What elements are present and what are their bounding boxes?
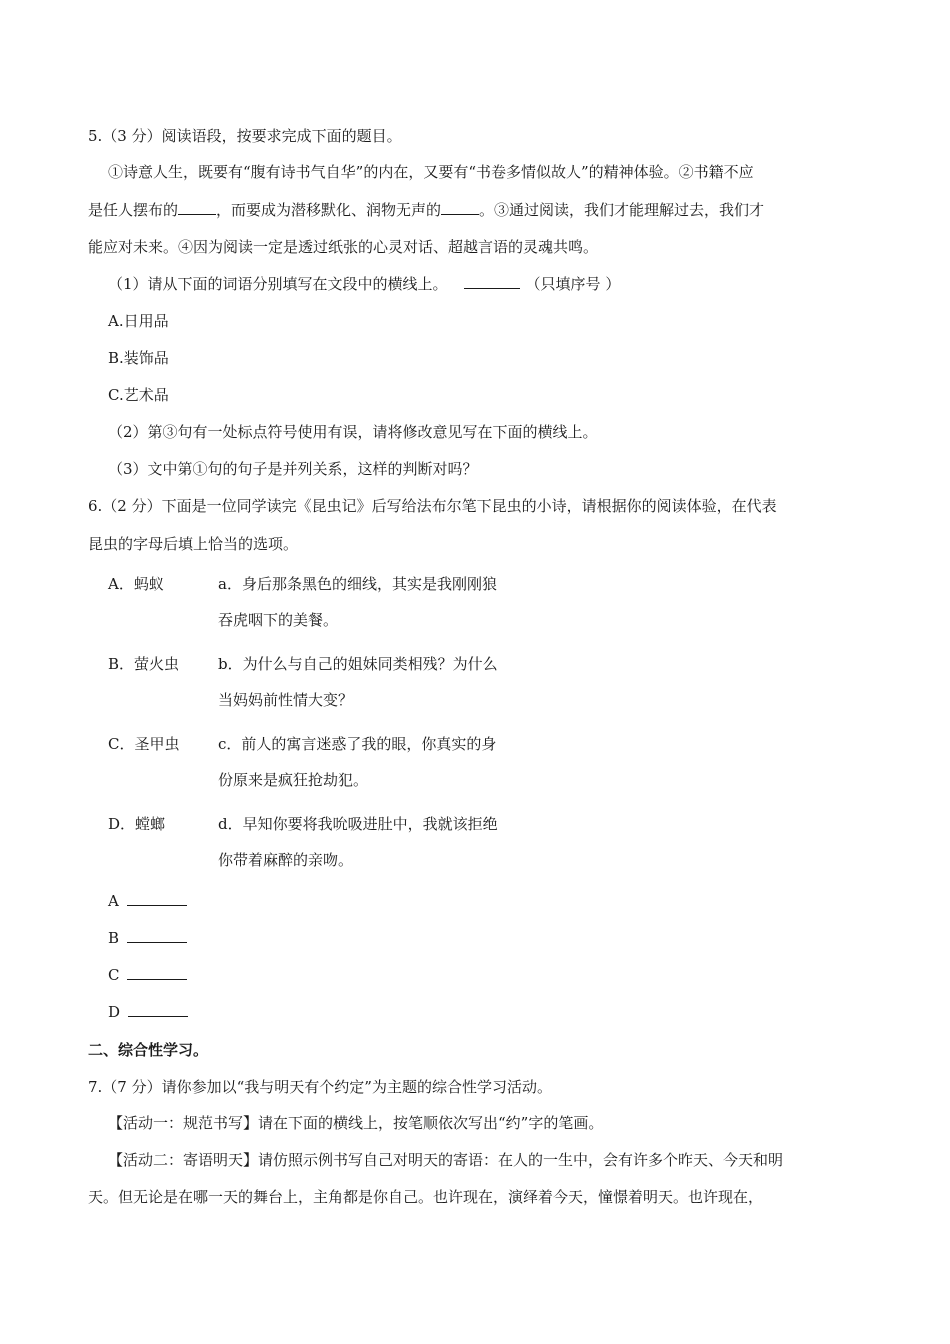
q6-answer-label-b: B bbox=[108, 929, 120, 947]
q6-description-b-line-1: b．为什么与自己的姐妹同类相残？为什么 bbox=[218, 655, 498, 673]
q5-fill-blank-1[interactable] bbox=[178, 200, 216, 215]
q5-paragraph-line-2-part-b: ，而要成为潜移默化、润物无声的 bbox=[216, 201, 442, 219]
q6-description-c-line-2: 份原来是疯狂抢劫犯。 bbox=[218, 771, 369, 789]
q5-paragraph-line-2-part-c: 。③通过阅读，我们才能理解过去，我们才 bbox=[479, 201, 765, 219]
section-2-title: 二、综合性学习。 bbox=[88, 1041, 209, 1059]
q5-option-c: C.艺术品 bbox=[108, 386, 169, 404]
q5-option-b: B.装饰品 bbox=[108, 349, 169, 367]
q5-fill-blank-2[interactable] bbox=[441, 200, 479, 215]
q5-paragraph-line-2 bbox=[88, 200, 764, 220]
q5-sub-question-1 bbox=[108, 274, 620, 294]
q6-header-line-1: 6.（2 分）下面是一位同学读完《昆虫记》后写给法布尔笔下昆虫的小诗，请根据你的阅读体验，在代表 bbox=[88, 497, 777, 515]
q5-sub-question-1-text: （1）请从下面的词语分别填写在文段中的横线上。 bbox=[108, 275, 448, 293]
q6-answer-label-c: C bbox=[108, 966, 120, 984]
q6-description-b-line-2: 当妈妈前性情大变？ bbox=[218, 691, 354, 709]
q6-description-d-line-2: 你带着麻醉的亲吻。 bbox=[218, 851, 354, 869]
q6-description-a-line-2: 吞虎咽下的美餐。 bbox=[218, 611, 339, 629]
q6-answer-row-b bbox=[108, 928, 187, 948]
q5-option-a: A.日用品 bbox=[108, 312, 169, 330]
q6-answer-blank-a[interactable] bbox=[127, 891, 187, 906]
q5-answer-blank[interactable] bbox=[464, 274, 520, 289]
q6-answer-blank-b[interactable] bbox=[127, 928, 187, 943]
q5-header: 5.（3 分）阅读语段，按要求完成下面的题目。 bbox=[88, 127, 402, 145]
q7-header: 7.（7 分）请你参加以“我与明天有个约定”为主题的综合性学习活动。 bbox=[88, 1078, 552, 1096]
q7-activity-1: 【活动一：规范书写】请在下面的横线上，按笔顺依次写出“约”字的笔画。 bbox=[108, 1114, 604, 1132]
q6-description-a-line-1: a．身后那条黑色的细线，其实是我刚刚狼 bbox=[218, 575, 497, 593]
q6-answer-row-d bbox=[108, 1002, 188, 1022]
q6-answer-blank-c[interactable] bbox=[127, 965, 187, 980]
q5-sub-question-2: （2）第③句有一处标点符号使用有误，请将修改意见写在下面的横线上。 bbox=[108, 423, 598, 441]
q6-description-d-line-1: d．早知你要将我吮吸进肚中，我就该拒绝 bbox=[218, 815, 498, 833]
q6-description-c-line-1: c．前人的寓言迷惑了我的眼，你真实的身 bbox=[218, 735, 497, 753]
q5-paragraph-line-3: 能应对未来。④因为阅读一定是透过纸张的心灵对话、超越言语的灵魂共鸣。 bbox=[88, 238, 599, 256]
q6-answer-blank-d[interactable] bbox=[128, 1002, 188, 1017]
q6-insect-a: A．蚂蚁 bbox=[108, 575, 164, 593]
q7-activity-2-line-2: 天。但无论是在哪一天的舞台上，主角都是你自己。也许现在，演绎着今天，憧憬着明天。也许现在， bbox=[88, 1188, 764, 1206]
q5-sub-question-3: （3）文中第①句的句子是并列关系，这样的判断对吗？ bbox=[108, 460, 478, 478]
q6-answer-row-a bbox=[108, 891, 187, 911]
q7-activity-2-line-1: 【活动二：寄语明天】请仿照示例书写自己对明天的寄语：在人的一生中，会有许多个昨天、今天和明 bbox=[108, 1151, 784, 1169]
q6-answer-label-d: D bbox=[108, 1003, 121, 1021]
q6-insect-d: D．螳螂 bbox=[108, 815, 166, 833]
q6-answer-label-a: A bbox=[108, 892, 119, 910]
q6-answer-row-c bbox=[108, 965, 187, 985]
q6-header-line-2: 昆虫的字母后填上恰当的选项。 bbox=[88, 535, 299, 553]
q6-insect-c: C．圣甲虫 bbox=[108, 735, 180, 753]
q5-sub-question-1-note: （只填序号 ） bbox=[525, 275, 621, 293]
q5-paragraph-line-1: ①诗意人生，既要有“腹有诗书气自华”的内在，又要有“书卷多情似故人”的精神体验。②书籍不应 bbox=[108, 163, 754, 181]
q5-paragraph-line-2-part-a: 是任人摆布的 bbox=[88, 201, 179, 219]
q6-insect-b: B．萤火虫 bbox=[108, 655, 180, 673]
